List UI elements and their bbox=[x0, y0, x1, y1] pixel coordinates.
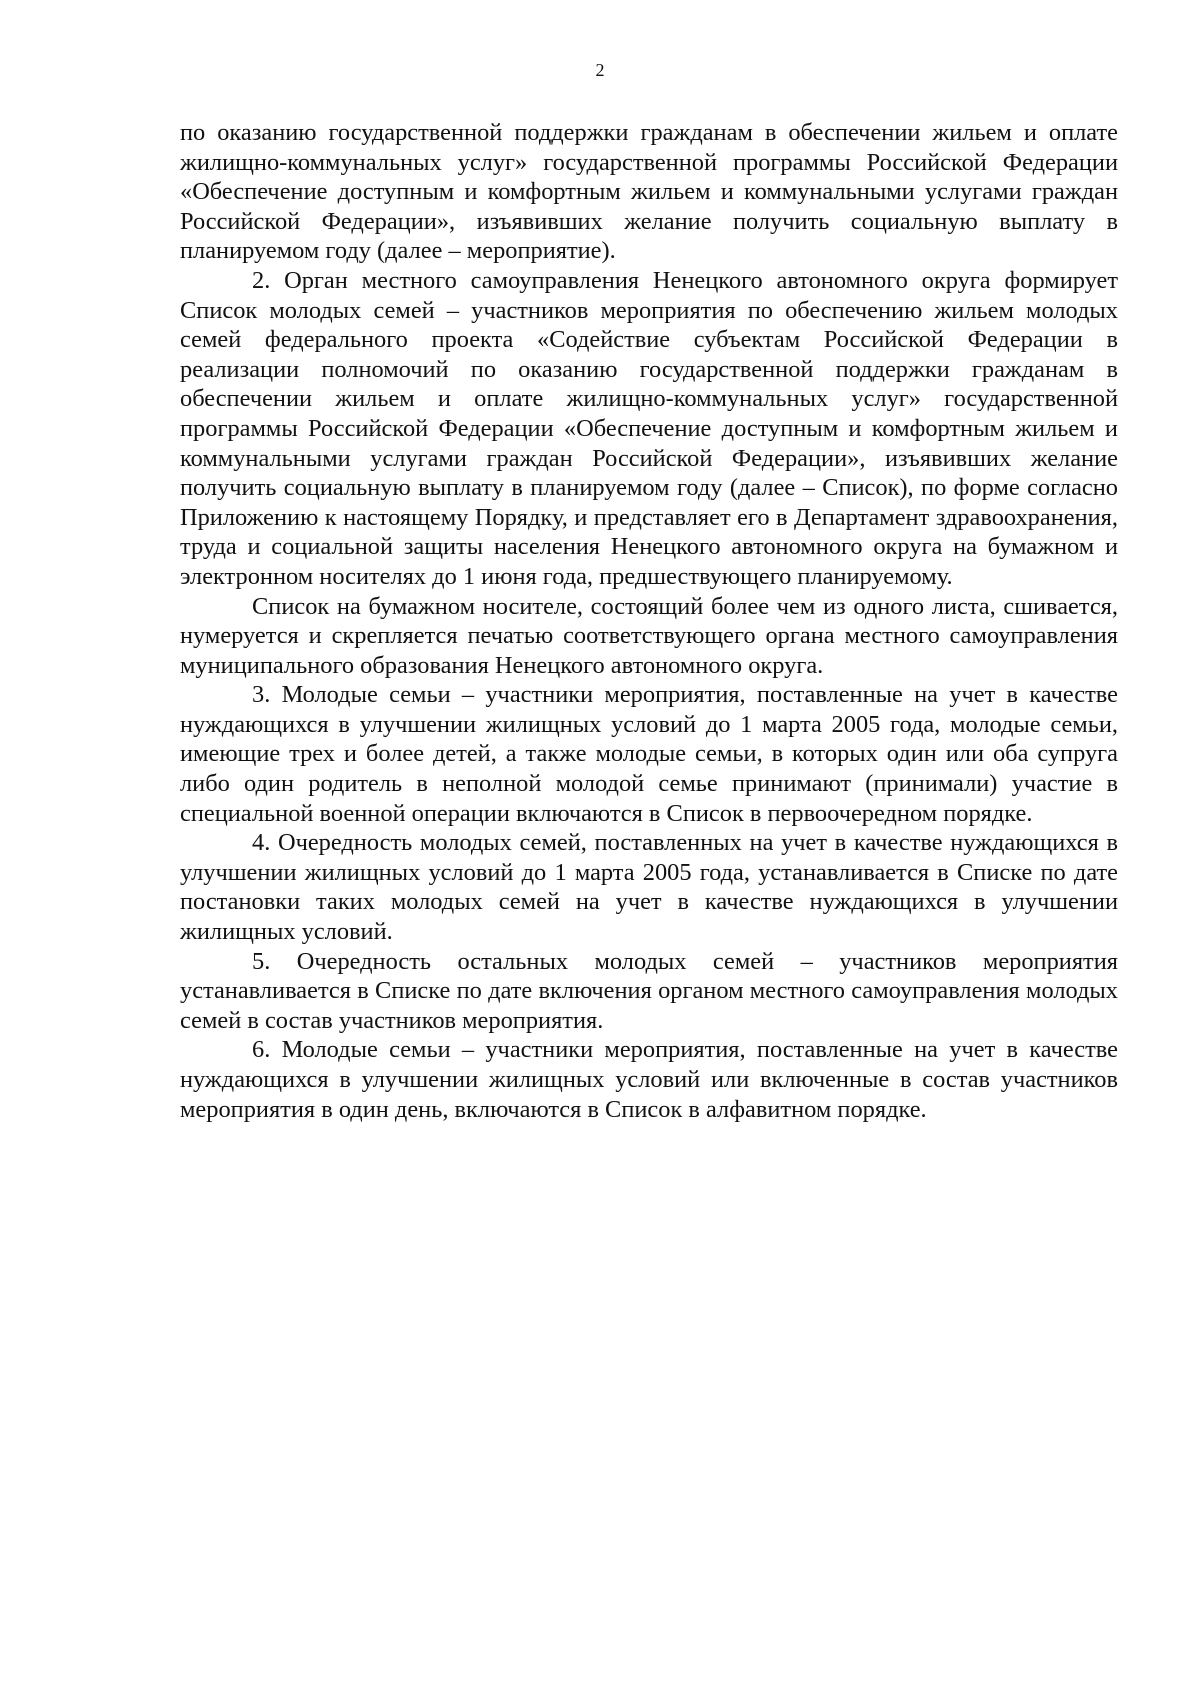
paragraph-list-paper-carrier: Список на бумажном носителе, состоящий более чем из одного листа, сшивается, нумеруется и скрепляется печатью соответствующего органа местного самоуправления муниципального образования Ненецкого автономного округа. bbox=[180, 592, 1118, 679]
paragraph-item-3: 3. Молодые семьи – участники мероприятия, поставленные на учет в качестве нуждающихся в улучшении жилищных условий до 1 марта 2005 года, молодые семьи, имеющие трех и более детей, а также молодые семьи, в которых один или оба супруга либо один родитель в неполной молодой семье принимают (принимали) участие в специальной военной операции включаются в Список в первоочередном порядке. bbox=[180, 681, 1118, 827]
paragraph-item-5: 5. Очередность остальных молодых семей – участников мероприятия устанавливается в Списке по дате включения органом местного самоуправления молодых семей в состав участников мероприятия. bbox=[180, 947, 1118, 1034]
paragraph-item-6: 6. Молодые семьи – участники мероприятия, поставленные на учет в качестве нуждающихся в улучшении жилищных условий или включенные в состав участников мероприятия в один день, включаются в Список в алфавитном порядке. bbox=[180, 1036, 1118, 1123]
document-body bbox=[180, 118, 1118, 1124]
paragraph-continuation: по оказанию государственной поддержки гражданам в обеспечении жильем и оплате жилищно-коммунальных услуг» государственной программы Российской Федерации «Обеспечение доступным и комфортным жильем и коммунальными услугами граждан Российской Федерации», изъявивших желание получить социальную выплату в планируемом году (далее – мероприятие). bbox=[180, 119, 1118, 265]
paragraph-item-2: 2. Орган местного самоуправления Ненецкого автономного округа формирует Список молодых семей – участников мероприятия по обеспечению жильем молодых семей федерального проекта «Содействие субъектам Российской Федерации в реализации полномочий по оказанию государственной поддержки гражданам в обеспечении жильем и оплате жилищно-коммунальных услуг» государственной программы Российской Федерации «Обеспечение доступным и комфортным жильем и коммунальными услугами граждан Российской Федерации», изъявивших желание получить социальную выплату в планируемом году (далее – Список), по форме согласно Приложению к настоящему Порядку, и представляет его в Департамент здравоохранения, труда и социальной защиты населения Ненецкого автономного округа на бумажном и электронном носителях до 1 июня года, предшествующего планируемому. bbox=[180, 266, 1118, 590]
paragraph-item-4: 4. Очередность молодых семей, поставленных на учет в качестве нуждающихся в улучшении жилищных условий до 1 марта 2005 года, устанавливается в Списке по дате постановки таких молодых семей на учет в качестве нуждающихся в улучшении жилищных условий. bbox=[180, 829, 1118, 946]
page-number: 2 bbox=[595, 60, 605, 80]
